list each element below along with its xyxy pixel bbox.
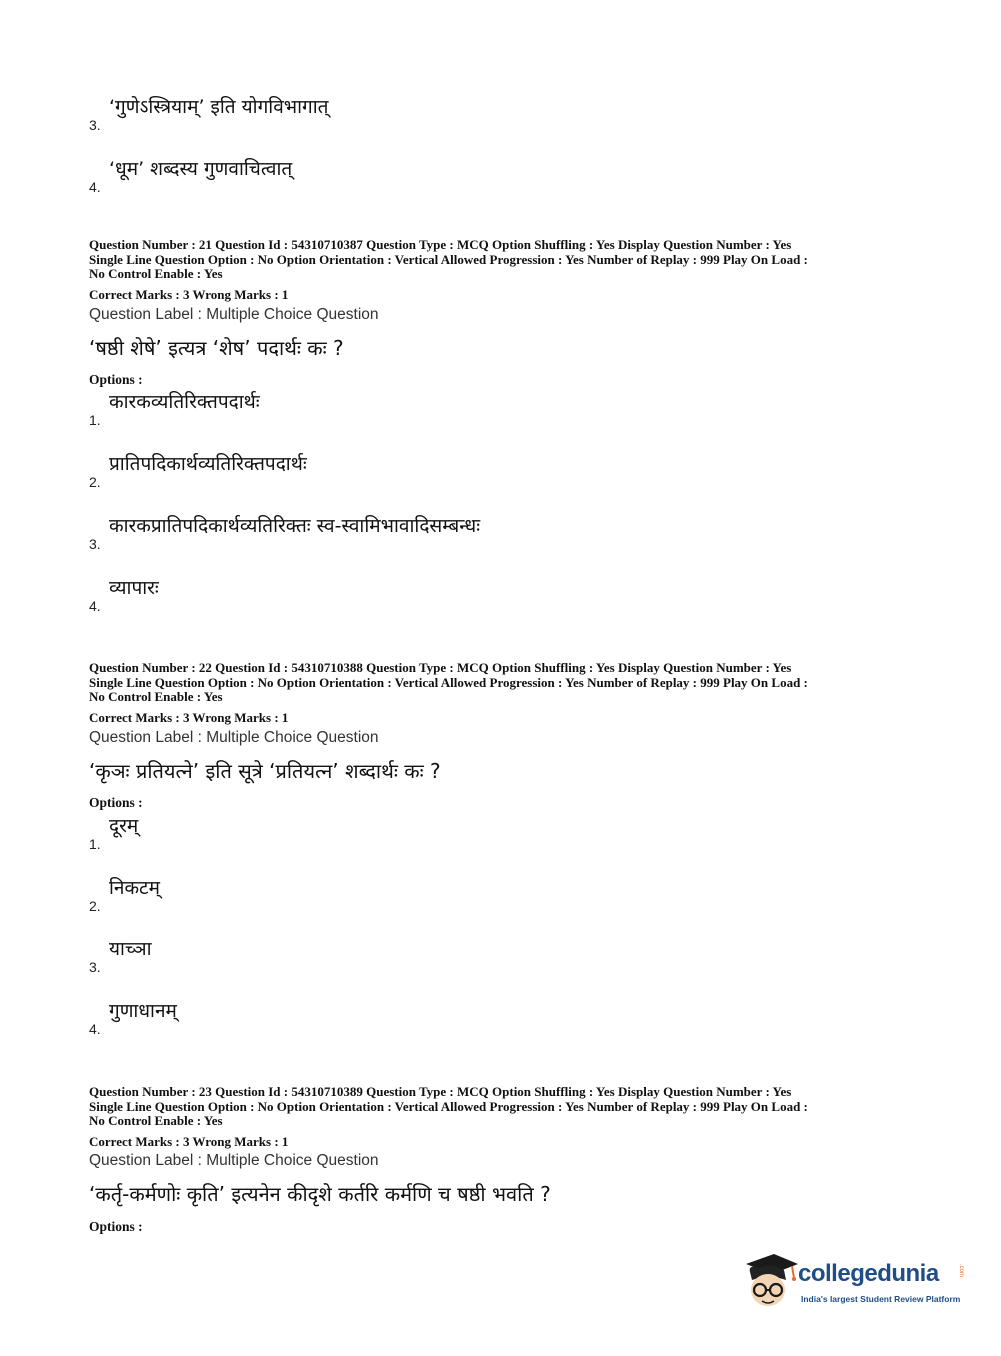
meta-line: Single Line Question Option : No Option Orientation : Vertical Allowed Progression : Yes Number of Replay : 999 Play On Load : [89,674,808,690]
option-item [89,450,789,490]
options-label: Options : [89,372,143,387]
option-text: व्यापारः [109,577,159,599]
option-text: याच्ञा [109,938,152,960]
meta-line: Question Number : 23 Question Id : 54310710389 Question Type : MCQ Option Shuffling : Yes Display Question Number : Yes [89,1084,792,1099]
logo-tagline: India's largest Student Review Platform [801,1294,961,1304]
mascot-icon [740,1250,800,1312]
meta-line: Question Number : 22 Question Id : 54310710388 Question Type : MCQ Option Shuffling : Yes Display Question Number : Yes [89,660,792,675]
option-text: निकटम् [109,877,160,899]
option-text: प्रातिपदिकार्थव्यतिरिक्तपदार्थः [109,453,307,475]
option-number: 1. [89,836,101,852]
option-item [89,155,789,195]
option-text: कारकव्यतिरिक्तपदार्थः [109,391,260,413]
question-meta [89,661,919,705]
question-meta [89,238,919,282]
meta-line: Single Line Question Option : No Option Orientation : Vertical Allowed Progression : Yes Number of Replay : 999 Play On Load : [89,251,808,267]
question-marks: Correct Marks : 3 Wrong Marks : 1 [89,1134,289,1149]
collegedunia-logo [740,1250,970,1316]
logo-suffix: .com [958,1264,964,1278]
meta-line: Question Number : 21 Question Id : 54310710387 Question Type : MCQ Option Shuffling : Yes Display Question Number : Yes [89,237,792,252]
option-item [89,812,789,852]
meta-line: No Control Enable : Yes [89,266,223,281]
option-item [89,93,789,133]
option-text: दूरम् [109,815,139,837]
option-number: 4. [89,179,101,195]
option-number: 2. [89,474,101,490]
question-text: ‘कृञः प्रतियत्ने’ इति सूत्रे ‘प्रतियत्न’ शब्दार्थः कः ? [89,759,441,783]
option-item [89,512,789,552]
option-item [89,574,789,614]
option-number: 4. [89,598,101,614]
option-number: 3. [89,117,101,133]
question-text: ‘षष्ठी शेषे’ इत्यत्र ‘शेष’ पदार्थः कः ? [89,336,344,360]
question-label: Question Label : Multiple Choice Question [89,306,379,323]
option-number: 3. [89,959,101,975]
question-meta [89,1085,919,1129]
meta-line: No Control Enable : Yes [89,689,223,704]
option-text: ‘धूम’ शब्दस्य गुणवाचित्वात् [109,158,293,180]
option-number: 2. [89,898,101,914]
option-item [89,388,789,428]
option-number: 3. [89,536,101,552]
question-label: Question Label : Multiple Choice Question [89,729,379,746]
option-item [89,874,789,914]
option-text: गुणाधानम् [109,1000,177,1022]
option-text: कारकप्रातिपदिकार्थव्यतिरिक्तः स्व-स्वामिभावादिसम्बन्धः [109,515,481,537]
meta-line: No Control Enable : Yes [89,1113,223,1128]
meta-line: Single Line Question Option : No Option Orientation : Vertical Allowed Progression : Yes Number of Replay : 999 Play On Load : [89,1098,808,1114]
option-text: ‘गुणेऽस्त्रियाम्’ इति योगविभागात् [109,96,329,118]
logo-wordmark: collegedunia [798,1260,939,1287]
question-marks: Correct Marks : 3 Wrong Marks : 1 [89,287,289,302]
question-label: Question Label : Multiple Choice Question [89,1152,379,1169]
option-number: 1. [89,412,101,428]
option-item [89,997,789,1037]
question-marks: Correct Marks : 3 Wrong Marks : 1 [89,710,289,725]
option-number: 4. [89,1021,101,1037]
options-label: Options : [89,1219,143,1234]
option-item [89,935,789,975]
question-text: ‘कर्तृ-कर्मणोः कृति’ इत्यनेन कीदृशे कर्तरि कर्मणि च षष्ठी भवति ? [89,1182,551,1206]
options-label: Options : [89,795,143,810]
